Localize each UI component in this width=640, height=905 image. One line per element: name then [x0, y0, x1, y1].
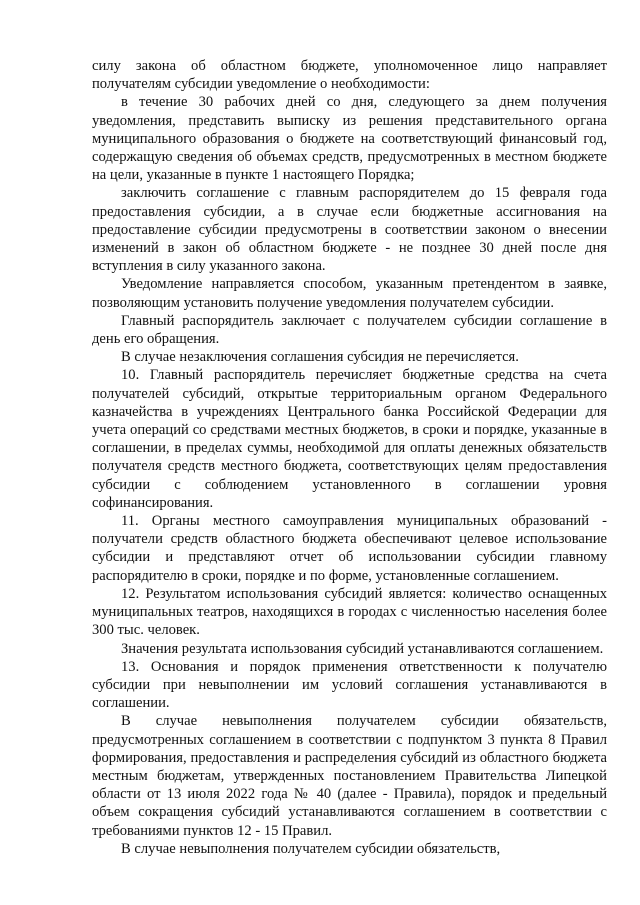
paragraph-item-11: 11. Органы местного самоуправления муниципальных образований - получатели средств областного бюджета обеспечивают целевое использование субсидии и представляют отчет об использовании субсидии главному распорядителю в сроки, порядке и по форме, установленные соглашением. [92, 513, 607, 584]
paragraph-item-12: 12. Результатом использования субсидий является: количество оснащенных муниципальных театров, находящихся в городах с численностью населения более 300 тыс. человек. [92, 585, 607, 639]
paragraph-notice-intro: силу закона об областном бюджете, уполномоченное лицо направляет получателям субсидии уведомление о необходимости: [92, 58, 607, 93]
paragraph-non-fulfillment-continued: В случае невыполнения получателем субсидии обязательств, [121, 840, 501, 857]
paragraph-extract-deadline: в течение 30 рабочих дней со дня, следующего за днем получения уведомления, представить выписку из решения представительного органа муниципального образования о бюджете на соответствующий финансовый год, содержащую сведения об объемах средств, предусмотренных в местном бюджете на цели, указанные в пункте 1 настоящего Порядка; [92, 94, 607, 184]
paragraph-non-fulfillment: В случае невыполнения получателем субсидии обязательств, предусмотренных соглашением в соответствии с подпунктом 3 пункта 8 Правил формирования, предоставления и распределения субсидий из областного бюджета местным бюджетам, утвержденных постановлением Правительства Липецкой области от 13 июля 2022 года № 40 (далее - Правила), порядок и предельный объем сокращения субсидий устанавливаются соглашением в соответствии с требованиями пунктов 12 - 15 Правил. [92, 713, 607, 839]
paragraph-agreement-day: Главный распорядитель заключает с получателем субсидии соглашение в день его обращения. [92, 312, 607, 348]
paragraph-agreement-deadline: заключить соглашение с главным распорядителем до 15 февраля года предоставления субсидии, а в случае если бюджетные ассигнования на предоставление субсидии предусмотрены в соответствии законом о внесении изменений в закон об областном бюджете - не позднее 30 дней после дня вступления в силу указанного закона. [92, 185, 607, 275]
paragraph-item-13: 13. Основания и порядок применения ответственности к получателю субсидии при невыполнении им условий соглашения устанавливаются в соглашении. [92, 658, 607, 712]
paragraph-result-values: Значения результата использования субсидий устанавливаются соглашением. [121, 640, 604, 657]
paragraph-notice-method: Уведомление направляется способом, указанным претендентом в заявке, позволяющим установить получение уведомления получателем субсидии. [92, 276, 607, 311]
document-page [92, 57, 607, 858]
paragraph-item-10: 10. Главный распорядитель перечисляет бюджетные средства на счета получателей субсидий, открытые территориальным органом Федерального казначейства в учреждениях Центрального банка Российской Федерации для учета операций со средствами местных бюджетов, в сроки и порядке, указанные в соглашении, в пределах суммы, необходимой для оплаты денежных обязательств получателя средств местного бюджета, соответствующих целям предоставления субсидии с соблюдением установленного в соглашении уровня софинансирования. [92, 367, 607, 511]
paragraph-no-agreement: В случае незаключения соглашения субсидия не перечисляется. [121, 349, 519, 366]
